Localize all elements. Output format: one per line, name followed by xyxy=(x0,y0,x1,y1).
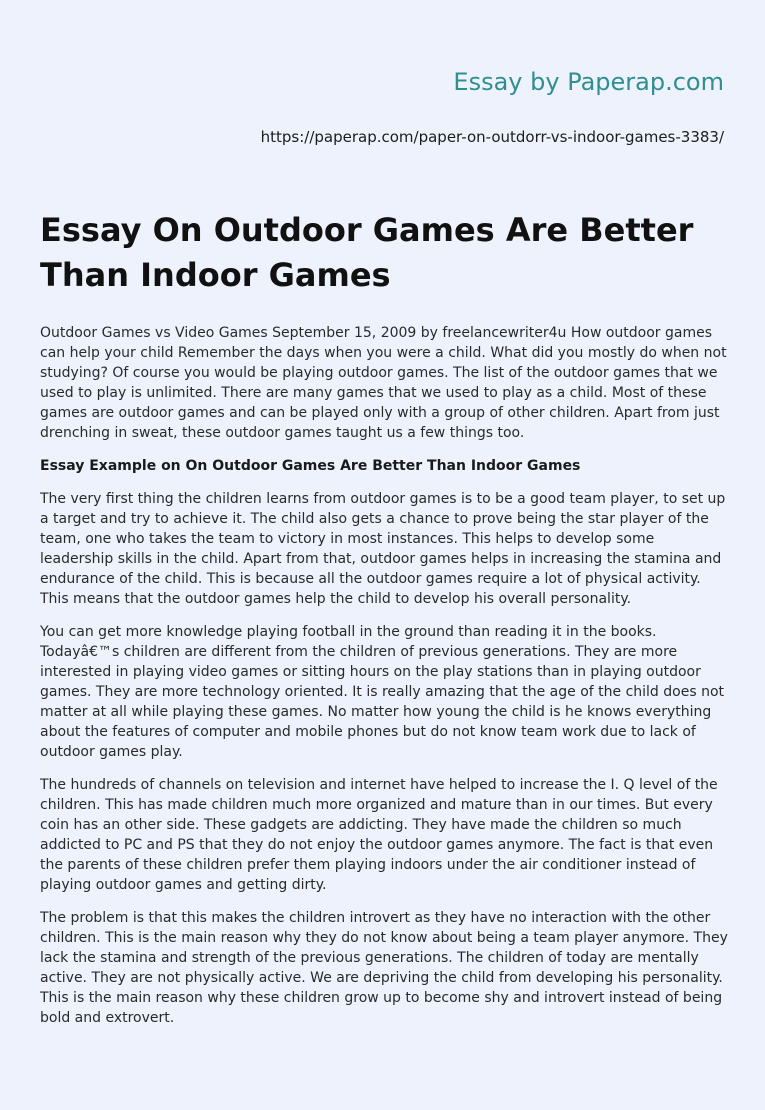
body-paragraph-2: You can get more knowledge playing football in the ground than reading it in the books. Todayâ€™s children are different from the children of previous generations. They are more interested in playing video games or sitting hours on the play stations than in playing outdoor games. They are more technology oriented. It is really amazing that the age of the child does not matter at all while playing these games. No matter how young the child is he knows everything about the features of computer and mobile phones but do not know team work due to lack of outdoor games play. xyxy=(40,624,724,760)
essay-subheading: Essay Example on On Outdoor Games Are Better Than Indoor Games xyxy=(40,458,581,474)
body-paragraph-3: The hundreds of channels on television and internet have helped to increase the I. Q level of the children. This has made children much more organized and mature than in our times. But every coin has an other side. These gadgets are addicting. They have made the children so much addicted to PC and PS that they do not enjoy the outdoor games anymore. The fact is that even the parents of these children prefer them playing indoors under the air conditioner instead of playing outdoor games and getting dirty. xyxy=(40,777,718,893)
body-paragraph-4: The problem is that this makes the children introvert as they have no interaction with the other children. This is the main reason why they do not know about being a team player anymore. They lack the stamina and strength of the previous generations. The children of today are mentally active. They are not physically active. We are depriving the child from developing his personality. This is the main reason why these children grow up to become shy and introvert instead of being bold and extrovert. xyxy=(40,910,728,1026)
brand-link[interactable]: Essay by Paperap.com xyxy=(453,68,724,96)
body-paragraph-1: The very first thing the children learns from outdoor games is to be a good team player, to set up a target and try to achieve it. The child also gets a chance to prove being the star player of the team, one who takes the team to victory in most instances. This helps to develop some leadership skills in the child. Apart from that, outdoor games helps in increasing the stamina and endurance of the child. This is because all the outdoor games require a lot of physical activity. This means that the outdoor games help the child to develop his overall personality. xyxy=(40,491,726,607)
essay-title: Essay On Outdoor Games Are Better Than Indoor Games xyxy=(40,211,694,294)
intro-paragraph: Outdoor Games vs Video Games September 15, 2009 by freelancewriter4u How outdoor games can help your child Remember the days when you were a child. What did you mostly do when not studying? Of course you would be playing outdoor games. The list of the outdoor games that we used to play is unlimited. There are many games that we used to play as a child. Most of these games are outdoor games and can be played only with a group of other children. Apart from just drenching in sweat, these outdoor games taught us a few things too. xyxy=(40,325,727,441)
source-url-link[interactable]: https://paperap.com/paper-on-outdorr-vs-indoor-games-3383/ xyxy=(260,128,724,146)
essay-body xyxy=(40,323,728,1041)
